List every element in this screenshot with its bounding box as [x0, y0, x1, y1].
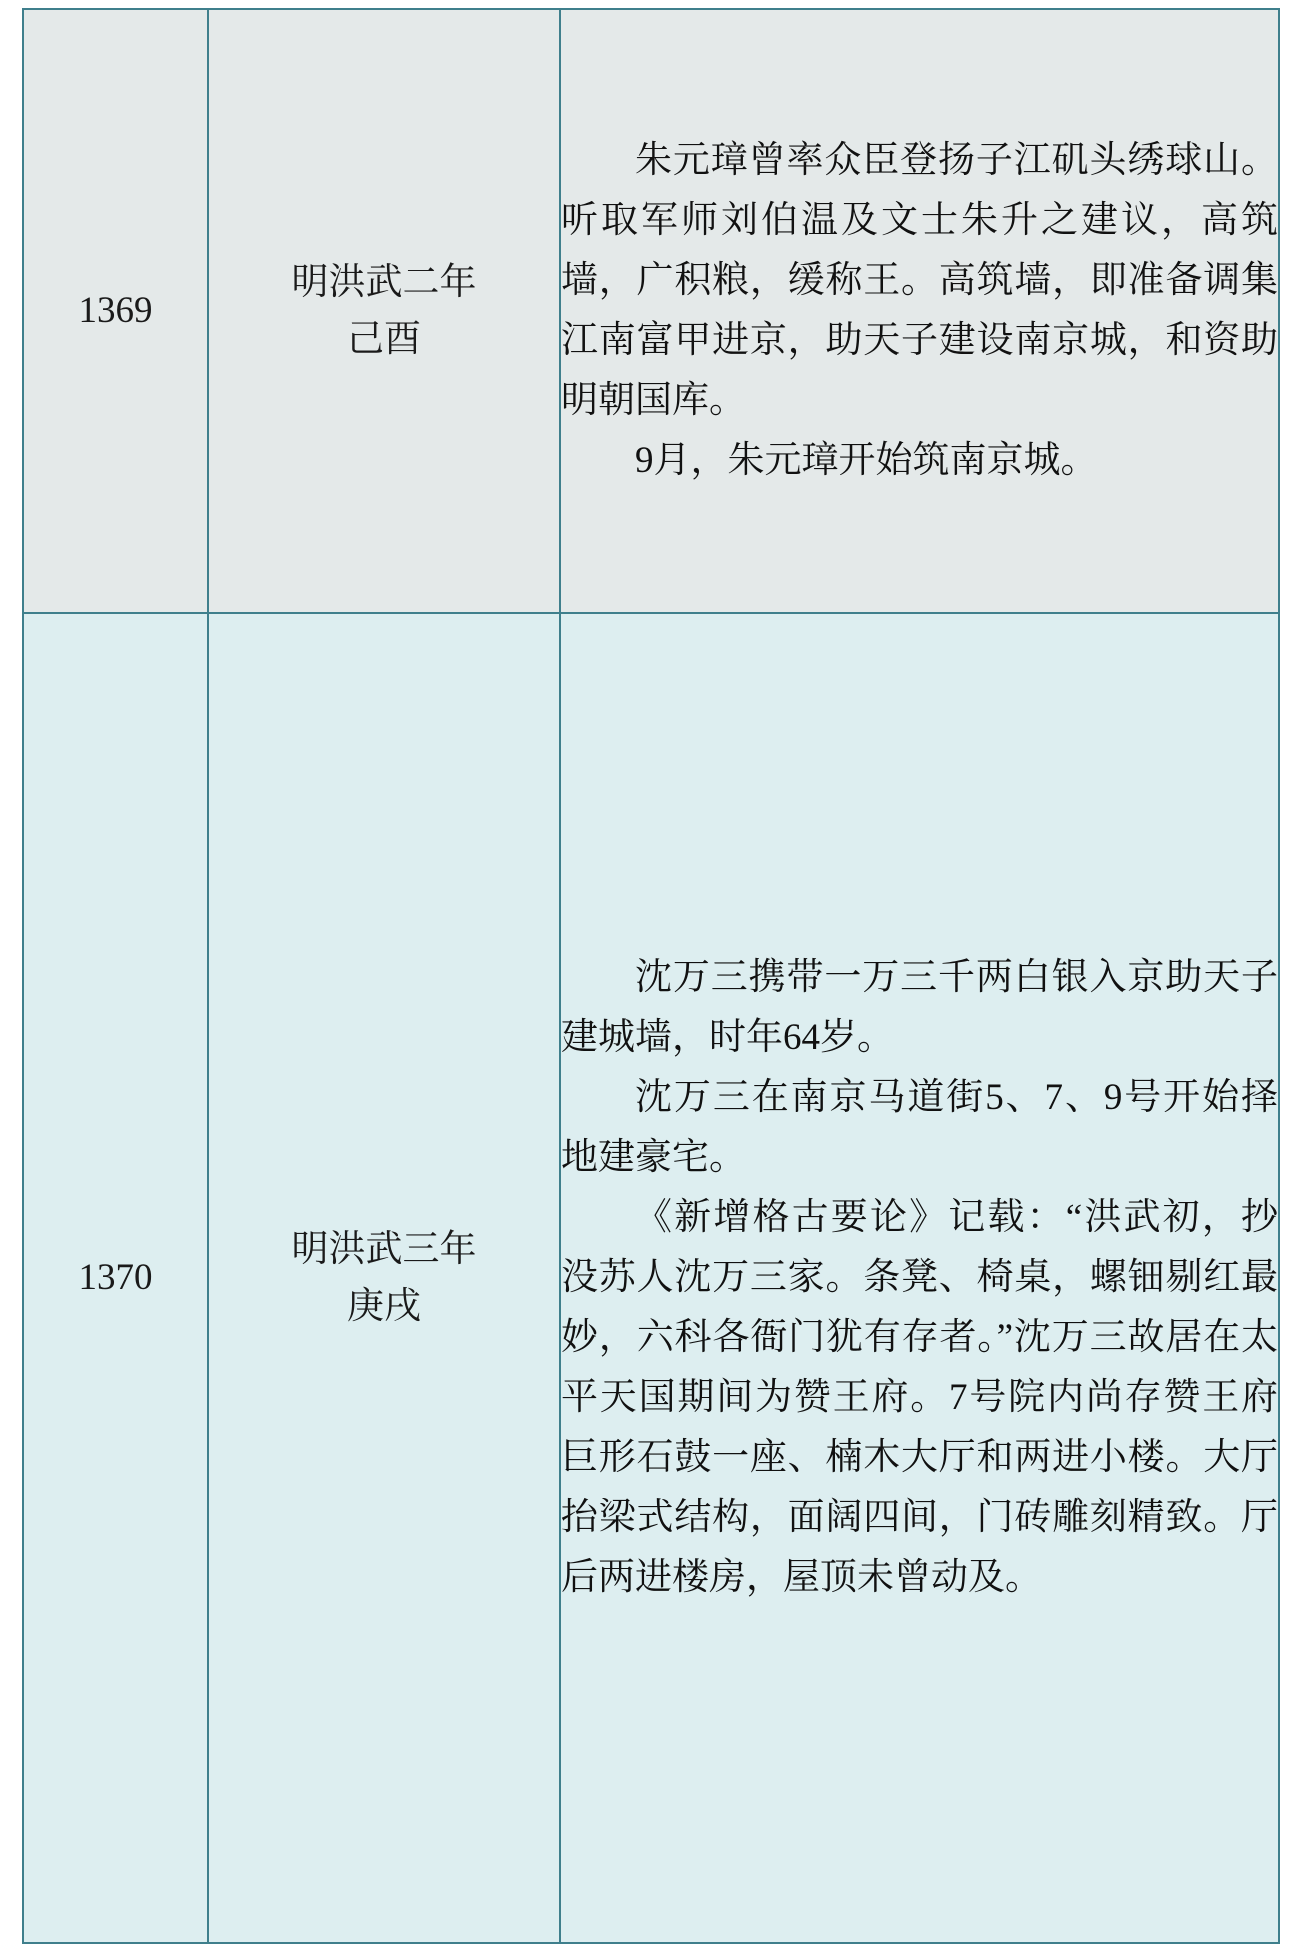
era-line-primary: 明洪武二年: [291, 261, 477, 303]
event-paragraph: 《新增格古要论》记载：“洪武初，抄没苏人沈万三家。条凳、椅桌，螺钿剔红最妙，六科各衙门犹有存者。”沈万三故居在太平天国期间为赞王府。7号院内尚存赞王府巨形石鼓一座、楠木大厅和两进小楼。大厅抬梁式结构，面阔四间，门砖雕刻精致。厅后两进楼房，屋顶未曾动及。: [561, 1197, 1278, 1598]
cell-event: [560, 9, 1279, 613]
table-row: [23, 9, 1279, 613]
era-line-secondary: 己酉: [347, 319, 421, 360]
cell-era: [208, 9, 560, 613]
era-line-secondary: 庚戌: [347, 1286, 421, 1327]
chronology-table: [22, 8, 1280, 1944]
event-paragraph: 朱元璋曾率众臣登扬子江矶头绣球山。听取军师刘伯温及文士朱升之建议，高筑墙，广积粮，缓称王。高筑墙，即准备调集江南富甲进京，助天子建设南京城，和资助明朝国库。: [561, 140, 1278, 421]
event-paragraph: 9月，朱元璋开始筑南京城。: [635, 439, 1098, 481]
event-paragraph: 沈万三在南京马道街5、7、9号开始择地建豪宅。: [561, 1077, 1278, 1179]
era-line-primary: 明洪武三年: [291, 1228, 477, 1270]
cell-event: [560, 613, 1279, 1943]
event-paragraph: 沈万三携带一万三千两白银入京助天子建城墙，时年64岁。: [561, 957, 1278, 1059]
cell-year: 1369: [23, 9, 208, 613]
table-row: [23, 613, 1279, 1943]
cell-era: [208, 613, 560, 1943]
cell-year: 1370: [23, 613, 208, 1943]
